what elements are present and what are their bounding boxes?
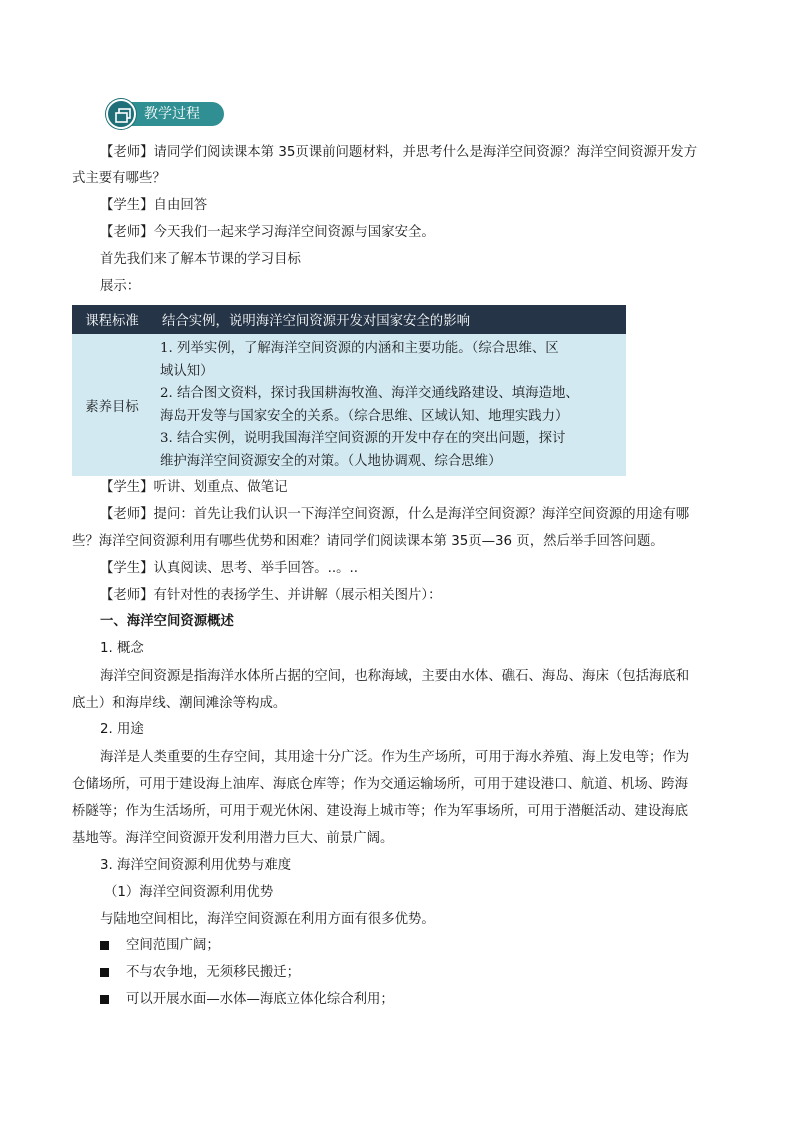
literacy-goal-label: 素养目标 <box>72 334 152 476</box>
paragraph-line: 式主要有哪些？ <box>72 171 166 186</box>
paragraph-line: 【老师】请同学们阅读课本第 35页课前问题材料，并思考什么是海洋空间资源？海洋空间资源开发方 <box>100 145 698 160</box>
paragraph-line: 仓储场所，可用于建设海上油库、海底仓库等；作为交通运输场所，可用于建设港口、航道、机场、跨海 <box>72 777 688 792</box>
paragraph-line: 海洋空间资源是指海洋水体所占据的空间，也称海域，主要由水体、礁石、海岛、海床（包括海底和 <box>100 669 690 684</box>
goal-line: 1. 列举实例，了解海洋空间资源的内涵和主要功能。（综合思维、区 <box>160 341 559 356</box>
goal-line: 2. 结合图文资料，探讨我国耕海牧渔、海洋交通线路建设、填海造地、 <box>160 386 579 401</box>
sub-heading: 3. 海洋空间资源利用优势与难度 <box>100 858 292 873</box>
paragraph-line: 首先我们来了解本节课的学习目标 <box>100 252 301 267</box>
paragraph-line: 【学生】听讲、划重点、做笔记 <box>100 480 288 495</box>
sub-sub-heading: （1）海洋空间资源利用优势 <box>104 885 274 900</box>
sub-heading: 1. 概念 <box>100 641 144 656</box>
bullet-text: 可以开展水面—水体—海底立体化综合利用； <box>126 992 394 1007</box>
section-tag-label: 教学过程 <box>144 106 200 122</box>
paragraph-line: 桥隧等；作为生活场所，可用于观光休闲、建设海上城市等；作为军事场所，可用于潜艇活动、建设海底 <box>72 804 688 819</box>
bullet-text: 空间范围广阔； <box>126 938 220 953</box>
paragraph-line: 【学生】认真阅读、思考、举手回答。..。.. <box>100 561 359 576</box>
paragraph-line: 【老师】有针对性的表扬学生、并讲解（展示相关图片）： <box>100 588 442 603</box>
bullet-square-icon <box>100 968 109 977</box>
paragraph-line: 【老师】提问：首先让我们认识一下海洋空间资源，什么是海洋空间资源？海洋空间资源的用途有哪 <box>100 507 690 522</box>
section-heading: 一、海洋空间资源概述 <box>100 614 234 629</box>
standards-table <box>72 305 626 476</box>
paragraph-line: 【学生】自由回答 <box>100 198 208 213</box>
bullet-square-icon <box>100 941 109 950</box>
document-stack-icon <box>106 99 136 129</box>
course-standard-label: 课程标准 <box>72 305 152 334</box>
paragraph-line: 【老师】今天我们一起来学习海洋空间资源与国家安全。 <box>100 225 435 240</box>
table-body-row <box>72 334 626 476</box>
paragraph-line: 展示： <box>100 279 141 294</box>
bullet-text: 不与农争地，无须移民搬迁； <box>126 965 301 980</box>
literacy-goal-list <box>152 334 626 476</box>
section-tag <box>106 99 224 129</box>
goal-line: 域认知） <box>160 363 214 379</box>
goal-line: 3. 结合实例，说明我国海洋空间资源的开发中存在的突出问题，探讨 <box>160 431 566 446</box>
course-standard-text: 结合实例，说明海洋空间资源开发对国家安全的影响 <box>152 305 626 334</box>
paragraph-line: 海洋是人类重要的生存空间，其用途十分广泛。作为生产场所，可用于海水养殖、海上发电等；作为 <box>100 750 690 765</box>
paragraph-line: 些？海洋空间资源利用有哪些优势和困难？请同学们阅读课本第 35页—36 页，然后举手回答问题。 <box>72 534 664 549</box>
sub-heading: 2. 用途 <box>100 722 144 737</box>
bullet-square-icon <box>100 995 109 1004</box>
goal-line: 维护海洋空间资源安全的对策。（人地协调观、综合思维） <box>160 453 502 469</box>
table-header-row <box>72 305 626 334</box>
goal-line: 海岛开发等与国家安全的关系。（综合思维、区域认知、地理实践力） <box>160 408 569 424</box>
paragraph-line: 底土）和海岸线、潮间滩涂等构成。 <box>72 696 287 711</box>
paragraph-line: 与陆地空间相比，海洋空间资源在利用方面有很多优势。 <box>100 912 435 927</box>
paragraph-line: 基地等。海洋空间资源开发利用潜力巨大、前景广阔。 <box>72 831 394 846</box>
